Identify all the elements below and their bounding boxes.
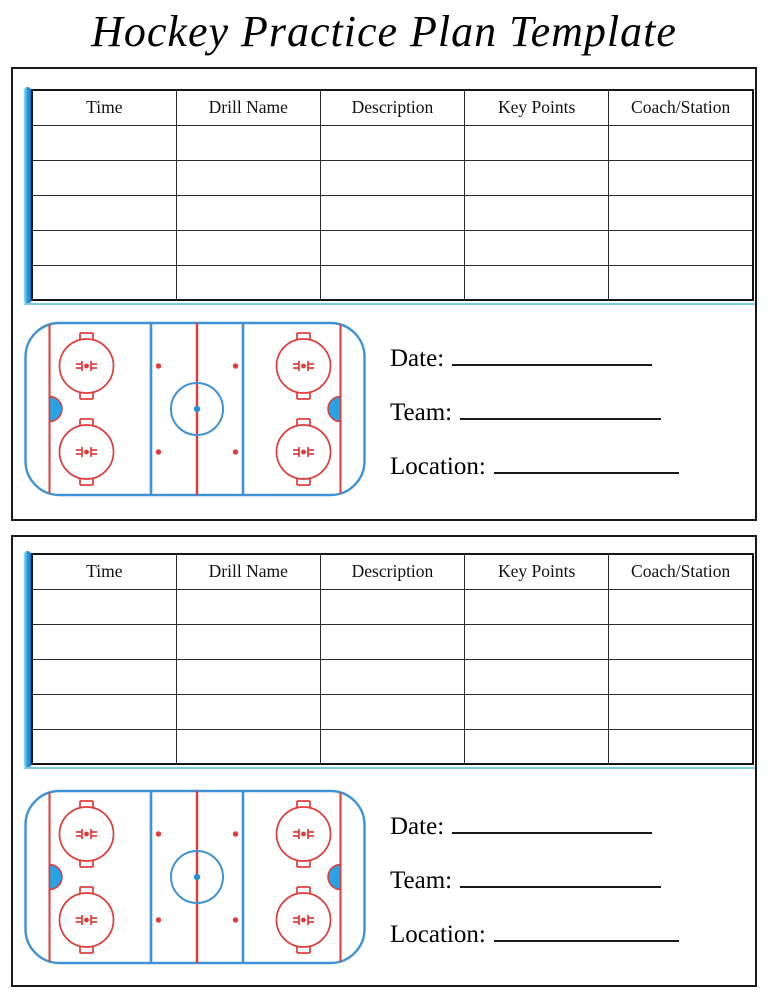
table-cell-empty [609, 160, 753, 195]
table-cell-empty [609, 624, 753, 659]
hockey-rink-icon [23, 789, 367, 965]
table-cell-empty [609, 195, 753, 230]
drill-table-wrap [31, 553, 754, 765]
table-row [32, 589, 753, 624]
table-cell-empty [32, 160, 176, 195]
table-cell-empty [320, 230, 464, 265]
practice-plan-section-1 [11, 67, 757, 521]
table-cell-empty [465, 729, 609, 764]
table-cell-empty [320, 195, 464, 230]
table-cell-empty [609, 125, 753, 160]
page-title: Hockey Practice Plan Template [91, 7, 677, 56]
table-row [32, 195, 753, 230]
table-cell-empty [609, 230, 753, 265]
table-cell-empty [465, 195, 609, 230]
col-header-time: Time [32, 90, 176, 125]
col-header-coach-station: Coach/Station [609, 90, 753, 125]
team-blank-line [460, 418, 661, 420]
practice-plan-section-2 [11, 535, 757, 987]
table-cell-empty [32, 195, 176, 230]
location-blank-line [494, 472, 679, 474]
table-cell-empty [465, 694, 609, 729]
info-fields [390, 334, 730, 496]
date-label: Date: [390, 813, 445, 840]
table-cell-empty [320, 160, 464, 195]
table-cell-empty [176, 125, 320, 160]
table-cell-empty [465, 624, 609, 659]
table-cell-empty [465, 160, 609, 195]
table-accent-bar-icon [24, 87, 31, 304]
col-header-description: Description [320, 554, 464, 589]
date-label: Date: [390, 345, 445, 372]
date-blank-line [452, 832, 652, 834]
team-label: Team: [390, 867, 453, 894]
table-cell-empty [609, 589, 753, 624]
table-cell-empty [176, 659, 320, 694]
table-accent-underline-icon [24, 767, 755, 770]
table-cell-empty [176, 230, 320, 265]
table-cell-empty [176, 265, 320, 300]
col-header-description: Description [320, 90, 464, 125]
table-cell-empty [320, 125, 464, 160]
table-cell-empty [32, 729, 176, 764]
col-header-drill-name: Drill Name [176, 90, 320, 125]
table-cell-empty [320, 659, 464, 694]
info-fields [390, 802, 730, 964]
table-accent-underline-icon [24, 303, 755, 306]
table-cell-empty [465, 230, 609, 265]
table-row [32, 659, 753, 694]
table-cell-empty [465, 659, 609, 694]
table-cell-empty [176, 589, 320, 624]
table-row [32, 125, 753, 160]
table-cell-empty [609, 265, 753, 300]
drill-table [31, 89, 754, 301]
table-cell-empty [465, 589, 609, 624]
table-cell-empty [609, 659, 753, 694]
table-cell-empty [32, 694, 176, 729]
table-cell-empty [609, 694, 753, 729]
table-cell-empty [32, 125, 176, 160]
location-field [390, 442, 730, 496]
table-cell-empty [32, 265, 176, 300]
table-cell-empty [320, 694, 464, 729]
table-cell-empty [465, 265, 609, 300]
table-cell-empty [320, 729, 464, 764]
col-header-coach-station: Coach/Station [609, 554, 753, 589]
col-header-drill-name: Drill Name [176, 554, 320, 589]
table-header-row [32, 90, 753, 125]
table-cell-empty [32, 659, 176, 694]
table-row [32, 624, 753, 659]
team-blank-line [460, 886, 661, 888]
col-header-key-points: Key Points [465, 554, 609, 589]
table-cell-empty [320, 265, 464, 300]
drill-table-wrap [31, 89, 754, 301]
table-cell-empty [176, 160, 320, 195]
table-cell-empty [176, 729, 320, 764]
table-cell-empty [32, 589, 176, 624]
table-cell-empty [176, 195, 320, 230]
drill-table [31, 553, 754, 765]
table-cell-empty [176, 624, 320, 659]
date-field [390, 802, 730, 856]
col-header-time: Time [32, 554, 176, 589]
table-row [32, 729, 753, 764]
table-cell-empty [32, 624, 176, 659]
location-field [390, 910, 730, 964]
date-blank-line [452, 364, 652, 366]
table-row [32, 265, 753, 300]
table-cell-empty [176, 694, 320, 729]
hockey-rink-icon [23, 321, 367, 497]
table-cell-empty [609, 729, 753, 764]
team-field [390, 388, 730, 442]
col-header-key-points: Key Points [465, 90, 609, 125]
table-row [32, 230, 753, 265]
team-label: Team: [390, 399, 453, 426]
location-label: Location: [390, 453, 486, 480]
table-row [32, 694, 753, 729]
table-accent-bar-icon [24, 551, 31, 768]
table-cell-empty [465, 125, 609, 160]
table-cell-empty [32, 230, 176, 265]
team-field [390, 856, 730, 910]
table-cell-empty [320, 589, 464, 624]
table-row [32, 160, 753, 195]
location-label: Location: [390, 921, 486, 948]
location-blank-line [494, 940, 679, 942]
table-cell-empty [320, 624, 464, 659]
date-field [390, 334, 730, 388]
table-header-row [32, 554, 753, 589]
